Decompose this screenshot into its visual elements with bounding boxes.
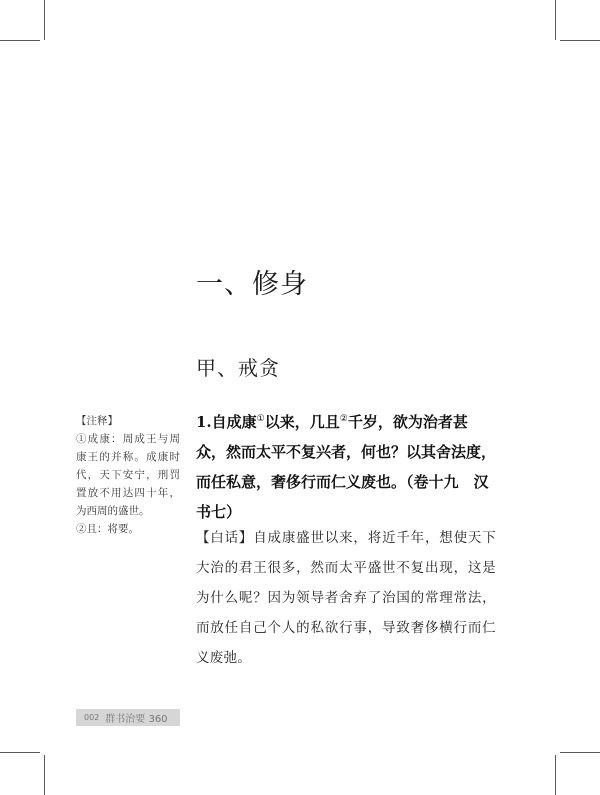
book-title: 群书治要 360 [105, 714, 168, 725]
section-title: 甲、戒贪 [196, 356, 280, 380]
crop-mark [555, 0, 556, 40]
footnote-ref: ② [339, 414, 348, 424]
passage-text: 以来，几且 [264, 413, 340, 431]
translation-tag: 【白话】 [196, 530, 254, 546]
crop-mark [0, 40, 40, 41]
footnote-ref: ① [256, 414, 265, 424]
crop-mark [560, 40, 600, 41]
page-number: 002 [84, 713, 100, 722]
crop-mark [44, 0, 45, 40]
vernacular-translation [196, 523, 496, 673]
crop-mark [0, 752, 40, 753]
classical-passage [196, 407, 496, 527]
page-footer [76, 709, 180, 726]
crop-mark [44, 755, 45, 795]
annotation-notes [76, 412, 180, 538]
passage-text: 1.自成康 [196, 413, 257, 431]
chapter-title: 一、修身 [196, 269, 308, 300]
translation-text: 自成康盛世以来，将近千年，想使天下大治的君王很多，然而太平盛世不复出现，这是为什么呢？因为领导者舍弃了治国的常理常法，而放任自己个人的私欲行事，导致奢侈横行而仁义废弛。 [196, 530, 496, 666]
note-item: ①成康：周成王与周康王的并称。成康时代，天下安宁，刑罚置放不用达四十年，为西周的盛世。 [76, 433, 180, 517]
crop-mark [560, 752, 600, 753]
notes-heading: 【注释】 [76, 415, 118, 427]
crop-mark [555, 755, 556, 795]
note-item: ②且：将要。 [76, 523, 139, 535]
passage-text: 千岁，欲为治者甚众，然而太平不复兴者，何也？以其舍法度，而任私意，奢侈行而仁义废也。（卷十九 汉书七） [196, 413, 497, 521]
